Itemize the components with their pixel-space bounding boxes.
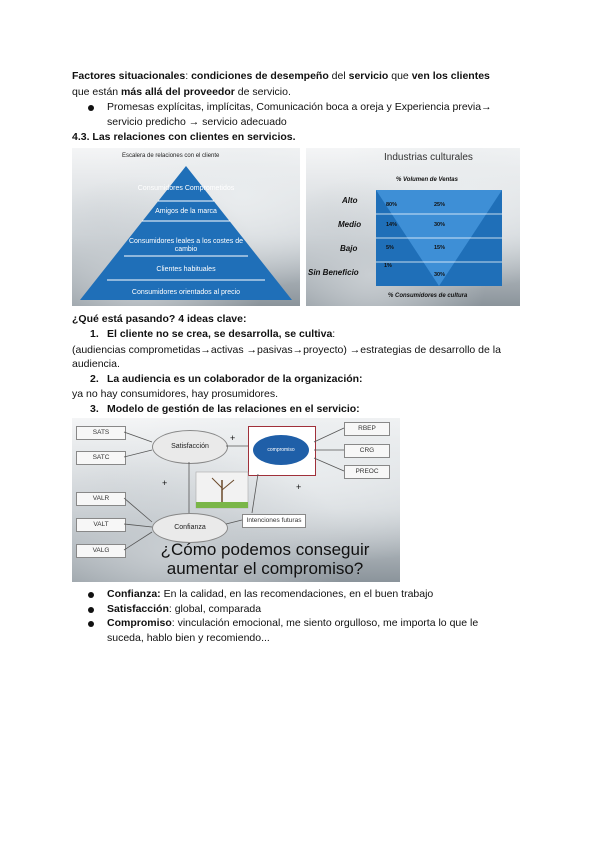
right-pct-alto: 25% [434, 202, 446, 208]
bullet-dot [88, 607, 94, 613]
plus-top: + [230, 433, 236, 443]
text-run: que [388, 70, 412, 82]
ladder-title: Escalera de relaciones con el cliente [122, 153, 220, 159]
idea-1-text: El cliente no se crea, se desarrolla, se cultiva [107, 328, 333, 340]
idea-1-suffix: : [332, 328, 336, 340]
intro-line-1 [72, 70, 490, 82]
box-satc: SATC [76, 451, 126, 465]
intro-bullet-line-1: Promesas explícitas, implícitas, Comunicación boca a oreja y Experiencia previa→ [107, 101, 492, 113]
industries-footer: % Consumidores de cultura [388, 293, 468, 299]
industries-subtitle: % Volumen de Ventas [396, 177, 458, 183]
bullet-compromiso-line-2: suceda, hablo bien y recomiendo... [107, 632, 270, 644]
intro-bullet-line-2: servicio predicho → servicio adecuado [107, 116, 287, 128]
box-crg: CRG [344, 444, 390, 458]
idea-1-body-2: audiencia. [72, 358, 120, 370]
idea-2-text: La audiencia es un colaborador de la organización: [107, 373, 363, 385]
oval-compromiso: compromiso [253, 435, 309, 465]
text-run: de servicio. [234, 86, 291, 98]
row-label-alto: Alto [342, 196, 358, 205]
industries-title: Industrias culturales [384, 152, 473, 163]
bullet-compromiso-term: Compromiso [107, 617, 172, 629]
model-caption-line-1: ¿Cómo podemos conseguir [160, 540, 370, 559]
box-valr: VALR [76, 492, 126, 506]
bullet-satisfaccion-text: : global, comparada [168, 603, 262, 615]
left-pct-medio: 14% [386, 222, 398, 228]
text-run: servicio [348, 70, 389, 82]
oval-confianza: Confianza [152, 513, 228, 543]
text-run: del [328, 70, 349, 82]
ladder-pyramid [72, 148, 300, 306]
left-pct-sin: 1% [384, 263, 392, 269]
bullet-confianza [107, 588, 433, 600]
text-run: ven los clientes [411, 70, 490, 82]
plus-right: + [296, 482, 302, 492]
idea-2-number: 2. [90, 373, 99, 385]
box-intenciones: Intenciones futuras [242, 514, 306, 528]
box-valt: VALT [76, 518, 126, 532]
section-heading: 4.3. Las relaciones con clientes en servicios. [72, 131, 296, 143]
right-pct-medio: 30% [434, 222, 446, 228]
idea-1-body-1: (audiencias comprometidas→activas →pasivas→proyecto) →estrategias de desarrollo de la [72, 344, 501, 356]
box-preoc: PREOC [344, 465, 390, 479]
idea-3-number: 3. [90, 403, 99, 415]
bullet-satisfaccion [107, 603, 261, 615]
text-run: que están [72, 86, 122, 98]
bullet-dot [88, 105, 94, 111]
question-heading: ¿Qué está pasando? 4 ideas clave: [72, 313, 247, 325]
bullet-dot [88, 621, 94, 627]
bullet-confianza-term: Confianza: [107, 588, 161, 600]
row-label-sin-beneficio: Sin Beneficio [308, 268, 359, 277]
model-figure [72, 418, 400, 582]
ladder-level-1: Consumidores Comprometidos [137, 185, 235, 192]
text-run: : [185, 70, 192, 82]
right-pct-bajo: 15% [434, 245, 446, 251]
ladder-level-3: Consumidores leales a los costes de cambio [128, 238, 243, 253]
oval-satisfaccion: Satisfacción [152, 430, 228, 464]
ladder-level-5: Consumidores orientados al precio [131, 289, 241, 296]
bullet-compromiso [107, 617, 478, 629]
box-rbep: RBEP [344, 422, 390, 436]
ladder-level-4: Clientes habituales [156, 266, 216, 273]
intro-line-2 [72, 86, 291, 98]
left-pct-bajo: 5% [386, 245, 394, 251]
row-label-bajo: Bajo [340, 244, 358, 253]
text-run: más allá del proveedor [121, 86, 235, 98]
bullet-compromiso-text: : vinculación emocional, me siento orgulloso, me importa lo que le [171, 617, 479, 629]
idea-1 [107, 328, 335, 340]
box-valg: VALG [76, 544, 126, 558]
model-caption [130, 540, 400, 578]
right-pct-sin: 30% [434, 272, 446, 278]
text-run: condiciones de desempeño [191, 70, 329, 82]
left-pct-alto: 80% [386, 202, 398, 208]
idea-2-body: ya no hay consumidores, hay prosumidores. [72, 388, 279, 400]
ladder-figure [72, 148, 300, 306]
row-label-medio: Medio [338, 220, 362, 229]
bullet-satisfaccion-term: Satisfacción [107, 603, 169, 615]
bullet-dot [88, 592, 94, 598]
ladder-level-2: Amigos de la marca [155, 208, 217, 215]
text-run: Factores situacionales [72, 70, 186, 82]
idea-3-text: Modelo de gestión de las relaciones en el servicio: [107, 403, 360, 415]
idea-1-number: 1. [90, 328, 99, 340]
model-caption-line-2: aumentar el compromiso? [166, 559, 364, 578]
box-sats: SATS [76, 426, 126, 440]
plus-left: + [162, 478, 168, 488]
bullet-confianza-text: En la calidad, en las recomendaciones, en el buen trabajo [160, 588, 434, 600]
industries-figure [306, 148, 520, 306]
